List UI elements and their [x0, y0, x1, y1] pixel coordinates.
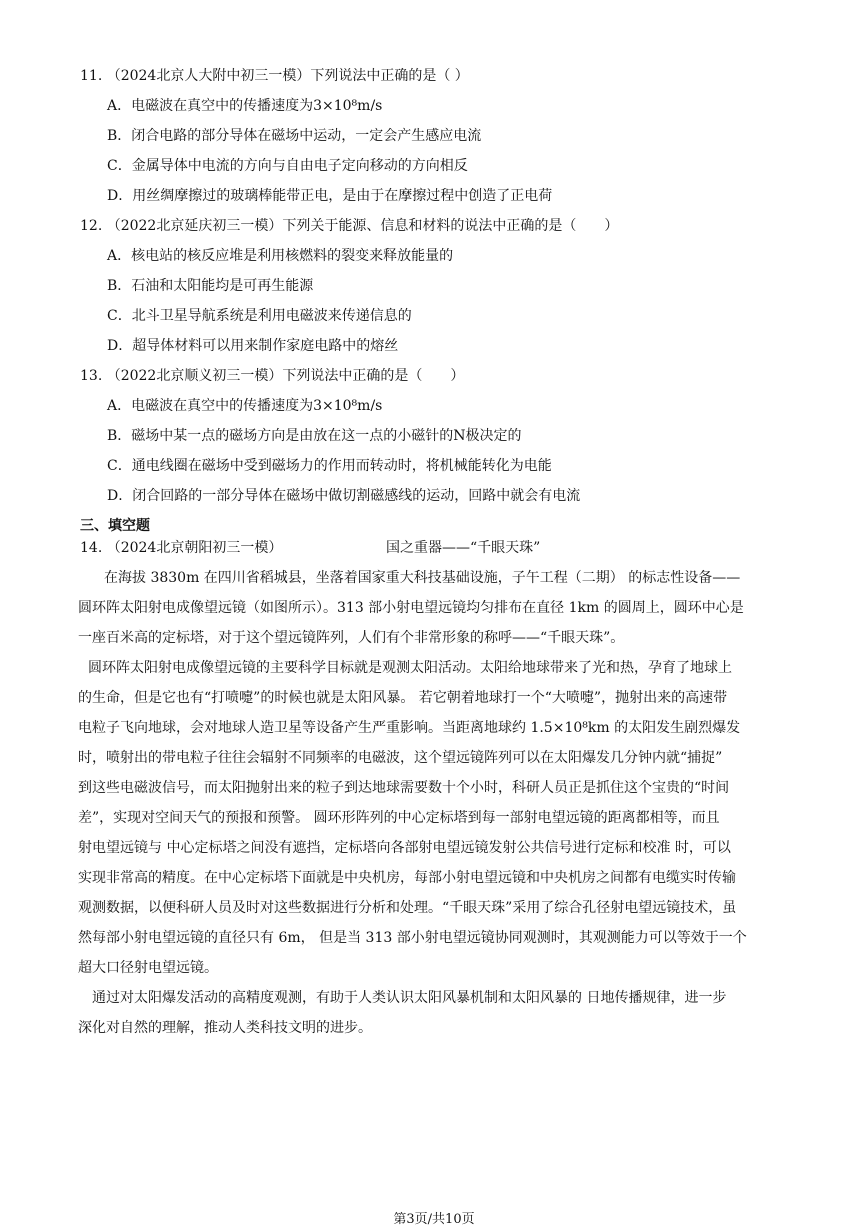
passage-line-16: 深化对自然的理解，推动人类科技文明的进步。	[78, 1020, 372, 1036]
page-number: 第3页/共10页	[393, 1212, 475, 1227]
question-11-option-c: C．金属导体中电流的方向与自由电子定向移动的方向相反	[107, 158, 468, 174]
passage-line-10: 射电望远镜与 中心定标塔之间没有遮挡，定标塔向各部射电望远镜发射公共信号进行定标和校准 时，可以	[78, 840, 731, 856]
question-11-stem: 11. （2024北京人大附中初三一模）下列说法中正确的是（ ）	[80, 68, 469, 84]
question-11-option-d: D．用丝绸摩擦过的玻璃棒能带正电，是由于在摩擦过程中创造了正电荷	[107, 188, 553, 204]
passage-line-6: 电粒子飞向地球，会对地球人造卫星等设备产生严重影响。当距离地球约 1.5×10⁸km 的太阳发生剧烈爆发	[78, 720, 741, 736]
passage-line-2: 圆环阵太阳射电成像望远镜（如图所示）。313 部小射电望远镜均匀排布在直径 1km 的圆周上，圆环中心是	[78, 600, 744, 616]
passage-line-3: 一座百米高的定标塔，对于这个望远镜阵列，人们有个非常形象的称呼——“千眼天珠”。	[78, 630, 625, 646]
question-11-option-a: A．电磁波在真空中的传播速度为3×10⁸m/s	[107, 98, 383, 114]
passage-line-7: 时，喷射出的带电粒子往往会辐射不同频率的电磁波，这个望远镜阵列可以在太阳爆发几分钟内就“捕捉”	[78, 750, 723, 766]
passage-title: 国之重器——“千眼天珠”	[386, 540, 541, 556]
passage-line-1: 在海拔 3830m 在四川省稻城县，坐落着国家重大科技基础设施，子午工程（二期） 的标志性设备——	[104, 570, 741, 586]
question-12-option-d: D．超导体材料可以用来制作家庭电路中的熔丝	[107, 338, 399, 354]
question-13-option-b: B．磁场中某一点的磁场方向是由放在这一点的小磁针的N极决定的	[107, 428, 522, 444]
question-12-option-b: B．石油和太阳能均是可再生能源	[107, 278, 314, 294]
question-12-option-c: C．北斗卫星导航系统是利用电磁波来传递信息的	[107, 308, 412, 324]
question-14-stem: 14. （2024北京朝阳初三一模）	[80, 540, 283, 556]
passage-line-11: 实现非常高的精度。在中心定标塔下面就是中央机房，每部小射电望远镜和中央机房之间都有电缆实时传输	[78, 870, 736, 886]
passage-line-13: 然每部小射电望远镜的直径只有 6m， 但是当 313 部小射电望远镜协同观测时，其观测能力可以等效于一个	[78, 930, 747, 946]
question-12-option-a: A．核电站的核反应堆是利用核燃料的裂变来释放能量的	[107, 248, 454, 264]
passage-line-5: 的生命，但是它也有“打喷嚏”的时候也就是太阳风暴。 若它朝着地球打一个“大喷嚏”，抛射出来的高速带	[78, 690, 728, 706]
passage-line-9: 差”，实现对空间天气的预报和预警。 圆环形阵列的中心定标塔到每一部射电望远镜的距离都相等，而且	[78, 810, 720, 826]
question-13-stem: 13. （2022北京顺义初三一模）下列说法中正确的是（ ）	[80, 368, 465, 384]
passage-line-15: 通过对太阳爆发活动的高精度观测，有助于人类认识太阳风暴机制和太阳风暴的 日地传播规律，进一步	[92, 990, 727, 1006]
question-12-stem: 12. （2022北京延庆初三一模）下列关于能源、信息和材料的说法中正确的是（ ）	[80, 218, 619, 234]
section-title: 三、填空题	[80, 518, 150, 534]
passage-line-4: 圆环阵太阳射电成像望远镜的主要科学目标就是观测太阳活动。太阳给地球带来了光和热，孕育了地球上	[88, 660, 732, 676]
passage-line-14: 超大口径射电望远镜。	[78, 960, 218, 976]
passage-line-12: 观测数据，以便科研人员及时对这些数据进行分析和处理。“千眼天珠”采用了综合孔径射电望远镜技术，虽	[78, 900, 737, 916]
question-13-option-c: C．通电线圈在磁场中受到磁场力的作用而转动时，将机械能转化为电能	[107, 458, 552, 474]
question-13-option-d: D．闭合回路的一部分导体在磁场中做切割磁感线的运动，回路中就会有电流	[107, 488, 581, 504]
passage-line-8: 到这些电磁波信号，而太阳抛射出来的粒子到达地球需要数十个小时，科研人员正是抓住这个宝贵的“时间	[78, 780, 730, 796]
question-13-option-a: A．电磁波在真空中的传播速度为3×10⁸m/s	[107, 398, 383, 414]
question-11-option-b: B．闭合电路的部分导体在磁场中运动，一定会产生感应电流	[107, 128, 482, 144]
